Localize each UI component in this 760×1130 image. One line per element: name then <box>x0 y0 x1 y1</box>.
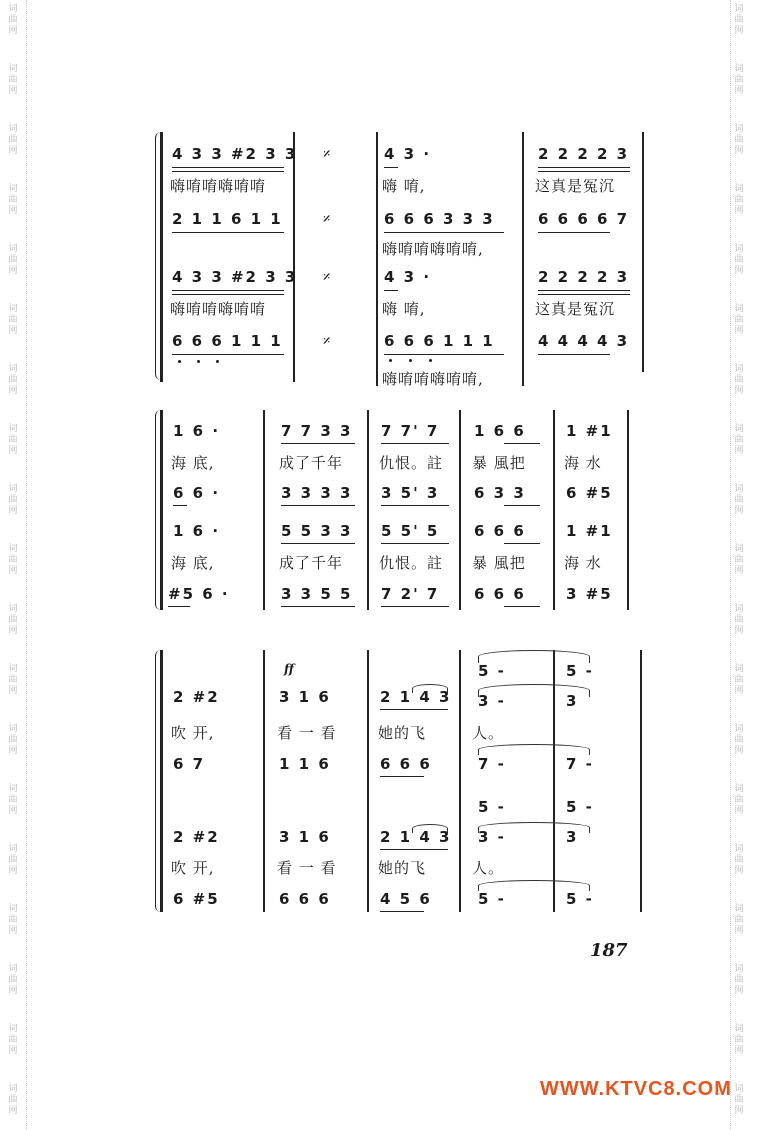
lyric-s2-m2-l3: 成了千年 <box>279 554 344 572</box>
lyric-s3-m3-l1: 她的飞 <box>378 724 427 742</box>
notes-s1-m3-r4: 6 6 6 1 1 1 <box>384 332 495 350</box>
beam <box>538 171 630 172</box>
system-1-bar <box>293 132 295 382</box>
beam <box>381 606 449 607</box>
notes-s3-m4-r3a: 5 - <box>478 798 506 816</box>
margin-stamp: 词 曲 网 <box>734 484 744 516</box>
repeat-sign: 𝄎 <box>323 210 332 228</box>
lyric-s2-m2-l1: 成了千年 <box>279 454 344 472</box>
system-1-start-bar <box>160 132 163 382</box>
notes-s2-m3-r2: 3 5' 3 <box>381 484 440 502</box>
notes-s2-m4-r1: 1 6 6 <box>474 422 526 440</box>
beam <box>381 543 449 544</box>
margin-stamp: 词 曲 网 <box>734 304 744 336</box>
notes-s1-m3-r1: 4 3 · <box>384 145 432 163</box>
notes-s1-m4-r2: 6 6 6 6 7 <box>538 210 630 228</box>
notes-s2-m3-r1: 7 7' 7 <box>381 422 440 440</box>
system-1-bar <box>522 132 524 386</box>
beam <box>538 290 630 291</box>
notes-s2-m3-r3: 5 5' 5 <box>381 522 440 540</box>
lyric-s2-m1-l3: 海 底, <box>171 554 215 572</box>
beam <box>380 911 424 912</box>
system-3-bar <box>459 650 461 912</box>
beam <box>172 354 284 355</box>
notes-s1-m4-r1: 2 2 2 2 3 <box>538 145 630 163</box>
lyric-s1-m1-l1: 嗨唷唷嗨唷唷 <box>170 177 267 195</box>
lyric-s3-m2-l3: 看 一 看 <box>277 859 337 877</box>
beam <box>504 543 540 544</box>
beam <box>380 849 448 850</box>
margin-stamp: 词 曲 网 <box>8 1024 18 1056</box>
margin-stamp: 词 曲 网 <box>8 604 18 636</box>
notes-s2-m4-r3: 6 6 6 <box>474 522 526 540</box>
system-2-start-bar <box>160 410 163 610</box>
margin-stamp: 词 曲 网 <box>734 664 744 696</box>
notes-s1-m3-r2: 6 6 6 3 3 3 <box>384 210 495 228</box>
beam <box>504 443 540 444</box>
margin-stamp: 词 曲 网 <box>8 664 18 696</box>
lyric-s3-m1-l1: 吹 开, <box>171 724 215 742</box>
notes-s2-m5-r1: 1 #1 <box>566 422 613 440</box>
notes-s3-m5-r1a: 5 - <box>566 662 594 680</box>
lyric-s1-m3-l4: 嗨唷唷嗨唷唷, <box>382 370 484 388</box>
beam <box>384 290 398 291</box>
notes-s3-m5-r2: 7 - <box>566 755 594 773</box>
page-number: 187 <box>590 940 628 961</box>
lyric-s2-m3-l3: 仇恨。註 <box>379 554 444 572</box>
lyric-s2-m5-l3: 海 水 <box>564 554 602 572</box>
notes-s3-m4-r3b: 3 - <box>478 828 506 846</box>
lyric-s3-m1-l3: 吹 开, <box>171 859 215 877</box>
notes-s2-m4-r4: 6 6 6 <box>474 585 526 603</box>
repeat-sign: 𝄎 <box>323 145 332 163</box>
notes-s2-m1-r2: 6 6 · <box>173 484 221 502</box>
margin-stamp: 词 曲 网 <box>734 124 744 156</box>
lyric-s1-m4-l3: 这真是冤沉 <box>535 300 616 318</box>
notes-s3-m2-r1: 3 1 6 <box>279 688 331 706</box>
beam <box>172 294 284 295</box>
beam <box>538 167 630 168</box>
notes-s2-m5-r4: 3 #5 <box>566 585 613 603</box>
notes-s3-m5-r4: 5 - <box>566 890 594 908</box>
octave-dot <box>409 359 412 362</box>
lyric-s2-m3-l1: 仇恨。註 <box>379 454 444 472</box>
notes-s3-m2-r4: 6 6 6 <box>279 890 331 908</box>
notes-s3-m2-r2: 1 1 6 <box>279 755 331 773</box>
margin-stamp: 词 曲 网 <box>734 724 744 756</box>
notes-s3-m5-r1b: 3 <box>566 692 579 710</box>
margin-stamp: 词 曲 网 <box>734 1024 744 1056</box>
beam <box>538 232 610 233</box>
notes-s2-m2-r4: 3 3 5 5 <box>281 585 353 603</box>
beam <box>384 232 504 233</box>
notes-s3-m3-r3: 2 1 4 3 <box>380 828 452 846</box>
notes-s3-m5-r3a: 5 - <box>566 798 594 816</box>
lyric-s3-m3-l3: 她的飞 <box>378 859 427 877</box>
margin-stamp: 词 曲 网 <box>8 484 18 516</box>
beam <box>380 776 424 777</box>
beam <box>504 606 540 607</box>
system-1-bar <box>376 132 378 386</box>
margin-stamp: 词 曲 网 <box>734 364 744 396</box>
margin-stamp: 词 曲 网 <box>734 64 744 96</box>
lyric-s2-m5-l1: 海 水 <box>564 454 602 472</box>
repeat-sign: 𝄎 <box>323 268 332 286</box>
margin-stamp: 词 曲 网 <box>8 904 18 936</box>
notes-s3-m5-r3b: 3 <box>566 828 579 846</box>
notes-s1-m1-r2: 2 1 1 6 1 1 <box>172 210 283 228</box>
notes-s1-m4-r3: 2 2 2 2 3 <box>538 268 630 286</box>
beam <box>538 354 610 355</box>
notes-s3-m3-r1: 2 1 4 3 <box>380 688 452 706</box>
margin-stamp: 词 曲 网 <box>8 244 18 276</box>
margin-stamp: 词 曲 网 <box>8 64 18 96</box>
system-2-bar <box>367 410 369 610</box>
beam <box>281 505 355 506</box>
notes-s3-m4-r2: 7 - <box>478 755 506 773</box>
notes-s3-m3-r4: 4 5 6 <box>380 890 432 908</box>
right-margin-stamps <box>730 0 756 1130</box>
margin-stamp: 词 曲 网 <box>734 844 744 876</box>
beam <box>172 171 284 172</box>
notes-s2-m5-r3: 1 #1 <box>566 522 613 540</box>
system-1-end-bar <box>642 132 644 372</box>
beam <box>384 167 398 168</box>
margin-stamp: 词 曲 网 <box>734 244 744 276</box>
margin-stamp: 词 曲 网 <box>734 604 744 636</box>
notes-s1-m3-r3: 4 3 · <box>384 268 432 286</box>
left-margin-stamps <box>4 0 30 1130</box>
margin-stamp: 词 曲 网 <box>734 184 744 216</box>
notes-s2-m2-r3: 5 5 3 3 <box>281 522 353 540</box>
notes-s3-m4-r1a: 5 - <box>478 662 506 680</box>
lyric-s3-m4-l3: 人。 <box>472 859 505 877</box>
lyric-s2-m1-l1: 海 底, <box>171 454 215 472</box>
beam <box>172 232 284 233</box>
lyric-s3-m4-l1: 人。 <box>472 724 505 742</box>
margin-stamp: 词 曲 网 <box>8 724 18 756</box>
dynamic-marking: ff <box>284 662 294 676</box>
system-2-bar <box>553 410 555 610</box>
margin-stamp: 词 曲 网 <box>8 4 18 36</box>
beam <box>381 505 449 506</box>
notes-s1-m1-r1: 4 3 3 #2 3 3 <box>172 145 298 163</box>
octave-dot <box>178 360 181 363</box>
octave-dot <box>429 359 432 362</box>
lyric-s1-m3-l2: 嗨唷唷嗨唷唷, <box>382 240 484 258</box>
beam <box>281 443 355 444</box>
notes-s3-m1-r2: 6 7 <box>173 755 206 773</box>
margin-stamp: 词 曲 网 <box>8 364 18 396</box>
site-watermark: WWW.KTVC8.COM <box>540 1078 732 1100</box>
lyric-s2-m4-l1: 暴 風把 <box>472 454 526 472</box>
notes-s2-m5-r2: 6 #5 <box>566 484 613 502</box>
lyric-s1-m3-l1: 嗨 唷, <box>382 177 426 195</box>
system-3-start-bar <box>160 650 163 912</box>
margin-stamp: 词 曲 网 <box>734 424 744 456</box>
system-2-bar <box>459 410 461 610</box>
margin-stamp: 词 曲 网 <box>8 964 18 996</box>
lyric-s1-m4-l1: 这真是冤沉 <box>535 177 616 195</box>
margin-stamp: 词 曲 网 <box>734 784 744 816</box>
lyric-s3-m2-l1: 看 一 看 <box>277 724 337 742</box>
margin-stamp: 词 曲 网 <box>8 784 18 816</box>
notes-s1-m1-r4: 6 6 6 1 1 1 <box>172 332 283 350</box>
margin-stamp: 词 曲 网 <box>734 1084 744 1116</box>
margin-stamp: 词 曲 网 <box>8 184 18 216</box>
beam <box>504 505 540 506</box>
margin-stamp: 词 曲 网 <box>8 424 18 456</box>
notes-s3-m1-r3: 2 #2 <box>173 828 220 846</box>
beam <box>384 354 504 355</box>
notes-s1-m1-r3: 4 3 3 #2 3 3 <box>172 268 298 286</box>
beam <box>172 290 284 291</box>
notes-s2-m1-r1: 1 6 · <box>173 422 221 440</box>
notes-s2-m1-r4: #5 6 · <box>168 585 230 603</box>
notes-s3-m3-r2: 6 6 6 <box>380 755 432 773</box>
notes-s3-m4-r4: 5 - <box>478 890 506 908</box>
beam <box>538 294 630 295</box>
repeat-sign: 𝄎 <box>323 332 332 350</box>
margin-stamp: 词 曲 网 <box>8 1084 18 1116</box>
beam <box>172 167 284 168</box>
lyric-s1-m1-l3: 嗨唷唷嗨唷唷 <box>170 300 267 318</box>
octave-dot <box>197 360 200 363</box>
notes-s3-m1-r4: 6 #5 <box>173 890 220 908</box>
notes-s3-m1-r1: 2 #2 <box>173 688 220 706</box>
notes-s2-m2-r2: 3 3 3 3 <box>281 484 353 502</box>
notes-s2-m2-r1: 7 7 3 3 <box>281 422 353 440</box>
notes-s2-m4-r2: 6 3 3 <box>474 484 526 502</box>
notes-s3-m2-r3: 3 1 6 <box>279 828 331 846</box>
lyric-s1-m3-l3: 嗨 唷, <box>382 300 426 318</box>
beam <box>380 709 448 710</box>
beam <box>281 543 355 544</box>
system-3-end-bar <box>640 650 642 912</box>
notes-s1-m4-r4: 4 4 4 4 3 <box>538 332 630 350</box>
beam <box>168 606 190 607</box>
system-3-bar <box>263 650 265 912</box>
margin-stamp: 词 曲 网 <box>8 844 18 876</box>
lyric-s2-m4-l3: 暴 風把 <box>472 554 526 572</box>
notes-s2-m3-r4: 7 2' 7 <box>381 585 440 603</box>
system-3-bar <box>367 650 369 912</box>
tie <box>478 744 590 755</box>
margin-stamp: 词 曲 网 <box>8 304 18 336</box>
system-2-bar <box>263 410 265 610</box>
margin-stamp: 词 曲 网 <box>734 904 744 936</box>
margin-stamp: 词 曲 网 <box>8 124 18 156</box>
beam <box>281 606 355 607</box>
system-2-end-bar <box>627 410 629 610</box>
octave-dot <box>389 359 392 362</box>
margin-stamp: 词 曲 网 <box>8 544 18 576</box>
octave-dot <box>216 360 219 363</box>
notes-s3-m4-r1b: 3 - <box>478 692 506 710</box>
margin-stamp: 词 曲 网 <box>734 964 744 996</box>
margin-stamp: 词 曲 网 <box>734 544 744 576</box>
margin-stamp: 词 曲 网 <box>734 4 744 36</box>
beam <box>381 443 449 444</box>
beam <box>173 505 187 506</box>
notes-s2-m1-r3: 1 6 · <box>173 522 221 540</box>
